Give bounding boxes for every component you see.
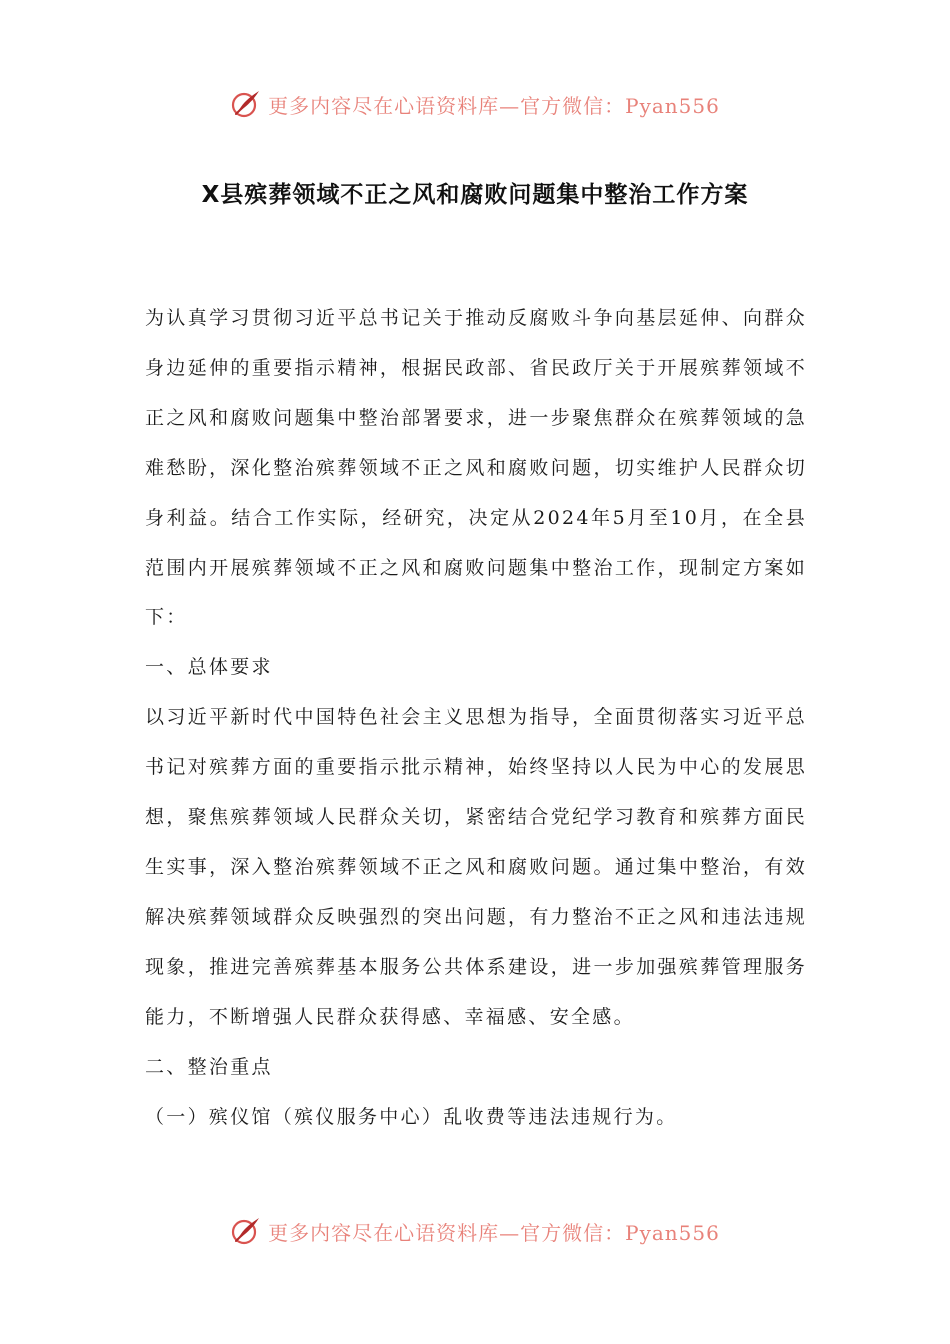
watermark-text: 更多内容尽在心语资料库—官方微信：Pyan556 xyxy=(268,1220,720,1245)
key-point-item-1: （一）殡仪馆（殡仪服务中心）乱收费等违法违规行为。 xyxy=(145,1105,678,1128)
feather-pen-logo-icon xyxy=(230,1215,262,1247)
feather-pen-logo-icon xyxy=(230,88,262,120)
document-body xyxy=(145,294,807,1142)
general-requirements-paragraph: 以习近平新时代中国特色社会主义思想为指导，全面贯彻落实习近平总书记对殡葬方面的重要指示批示精神，始终坚持以人民为中心的发展思想，聚焦殡葬领域人民群众关切，紧密结合党纪学习教育和殡葬方面民生实事，深入整治殡葬领域不正之风和腐败问题。通过集中整治，有效解决殡葬领域群众反映强烈的突出问题，有力整治不正之风和违法违规现象，推进完善殡葬基本服务公共体系建设，进一步加强殡葬管理服务能力，不断增强人民群众获得感、幸福感、安全感。 xyxy=(145,706,807,1028)
section-heading-general-requirements: 一、总体要求 xyxy=(145,656,273,679)
section-heading-key-points: 二、整治重点 xyxy=(145,1055,273,1078)
watermark-footer xyxy=(0,1211,950,1251)
watermark-text: 更多内容尽在心语资料库—官方微信：Pyan556 xyxy=(268,93,720,118)
document-title: X县殡葬领域不正之风和腐败问题集中整治工作方案 xyxy=(201,182,749,208)
watermark-header xyxy=(0,84,950,124)
intro-paragraph: 为认真学习贯彻习近平总书记关于推动反腐败斗争向基层延伸、向群众身边延伸的重要指示精神，根据民政部、省民政厅关于开展殡葬领域不正之风和腐败问题集中整治部署要求，进一步聚焦群众在殡葬领域的急难愁盼，深化整治殡葬领域不正之风和腐败问题，切实维护人民群众切身利益。结合工作实际，经研究，决定从2024年5月至10月，在全县范围内开展殡葬领域不正之风和腐败问题集中整治工作，现制定方案如下： xyxy=(145,307,807,629)
